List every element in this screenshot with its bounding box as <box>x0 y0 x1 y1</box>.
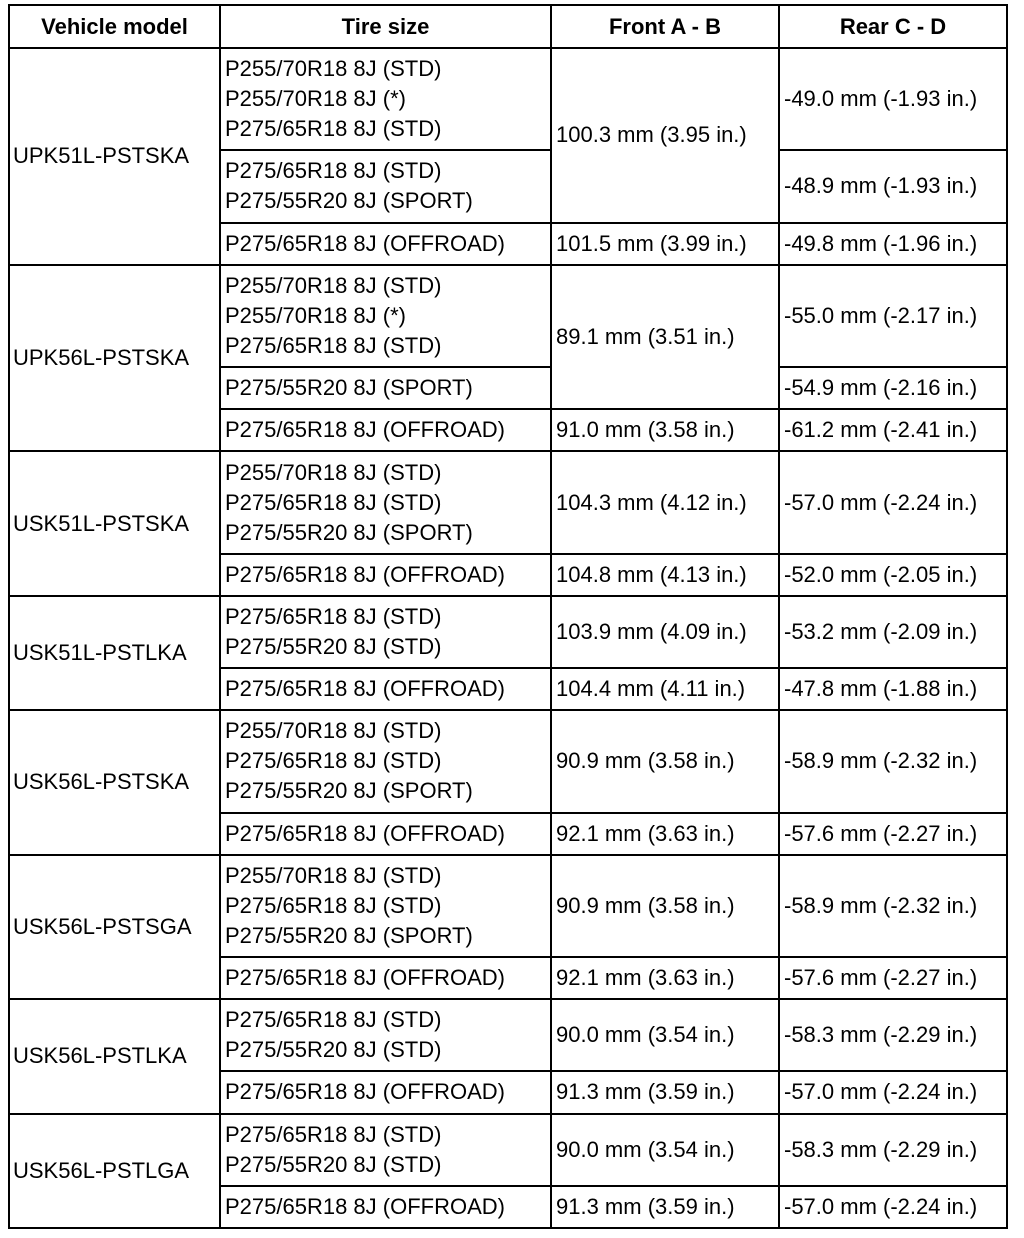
vehicle-model-cell: USK51L-PSTSKA <box>9 451 220 595</box>
vehicle-model-cell: UPK56L-PSTSKA <box>9 265 220 452</box>
tire-size-line: P255/70R18 8J (*) <box>225 86 406 112</box>
rear-value-cell: -58.9 mm (-2.32 in.) <box>779 855 1007 957</box>
tire-size-line: P275/65R18 8J (STD) <box>225 1121 442 1147</box>
tire-size-line: P275/65R18 8J (STD) <box>225 892 442 918</box>
front-value-cell: 92.1 mm (3.63 in.) <box>551 957 779 999</box>
table-row <box>9 596 1007 668</box>
front-value-cell: 100.3 mm (3.95 in.) <box>551 48 779 223</box>
front-value-cell: 103.9 mm (4.09 in.) <box>551 596 779 668</box>
vehicle-model-cell: USK56L-PSTLGA <box>9 1114 220 1228</box>
tire-size-cell <box>220 855 551 957</box>
front-value-cell: 104.4 mm (4.11 in.) <box>551 668 779 710</box>
table-row <box>9 48 1007 150</box>
front-value-cell: 91.3 mm (3.59 in.) <box>551 1071 779 1113</box>
front-value-cell: 89.1 mm (3.51 in.) <box>551 265 779 409</box>
tire-size-line: P275/55R20 8J (SPORT) <box>225 375 473 401</box>
tire-size-line: P275/55R20 8J (SPORT) <box>225 188 473 214</box>
front-value-cell: 101.5 mm (3.99 in.) <box>551 223 779 265</box>
tire-size-line: P275/65R18 8J (STD) <box>225 1007 442 1033</box>
tire-size-line: P275/65R18 8J (STD) <box>225 332 442 358</box>
tire-size-cell <box>220 668 551 710</box>
tire-size-line: P275/65R18 8J (OFFROAD) <box>225 417 505 443</box>
rear-value-cell: -57.0 mm (-2.24 in.) <box>779 1071 1007 1113</box>
header-vehicle-model: Vehicle model <box>9 5 220 48</box>
spec-table <box>8 4 1008 1229</box>
rear-value-cell: -57.6 mm (-2.27 in.) <box>779 957 1007 999</box>
tire-size-cell <box>220 999 551 1071</box>
table-row <box>9 710 1007 812</box>
rear-value-cell: -52.0 mm (-2.05 in.) <box>779 554 1007 596</box>
tire-size-cell <box>220 367 551 409</box>
rear-value-cell: -57.0 mm (-2.24 in.) <box>779 451 1007 553</box>
tire-size-line: P255/70R18 8J (STD) <box>225 718 442 744</box>
front-value-cell: 91.3 mm (3.59 in.) <box>551 1186 779 1228</box>
tire-size-cell <box>220 409 551 451</box>
tire-size-line: P275/65R18 8J (OFFROAD) <box>225 230 505 256</box>
tire-size-line: P275/65R18 8J (OFFROAD) <box>225 965 505 991</box>
tire-size-line: P255/70R18 8J (STD) <box>225 56 442 82</box>
rear-value-cell: -49.0 mm (-1.93 in.) <box>779 48 1007 150</box>
vehicle-model-cell: UPK51L-PSTSKA <box>9 48 220 265</box>
table-row <box>9 999 1007 1071</box>
spec-body <box>9 48 1007 1228</box>
header-front: Front A - B <box>551 5 779 48</box>
vehicle-model-cell: USK56L-PSTSGA <box>9 855 220 999</box>
vehicle-model-cell: USK51L-PSTLKA <box>9 596 220 710</box>
tire-size-cell <box>220 813 551 855</box>
rear-value-cell: -49.8 mm (-1.96 in.) <box>779 223 1007 265</box>
tire-size-cell <box>220 265 551 367</box>
rear-value-cell: -48.9 mm (-1.93 in.) <box>779 150 1007 222</box>
tire-size-line: P255/70R18 8J (*) <box>225 302 406 328</box>
table-row <box>9 1114 1007 1186</box>
front-value-cell: 91.0 mm (3.58 in.) <box>551 409 779 451</box>
tire-size-line: P275/55R20 8J (STD) <box>225 1151 442 1177</box>
tire-size-cell <box>220 554 551 596</box>
rear-value-cell: -57.0 mm (-2.24 in.) <box>779 1186 1007 1228</box>
tire-size-cell <box>220 150 551 222</box>
front-value-cell: 90.0 mm (3.54 in.) <box>551 999 779 1071</box>
front-value-cell: 104.3 mm (4.12 in.) <box>551 451 779 553</box>
vehicle-model-cell: USK56L-PSTLKA <box>9 999 220 1113</box>
tire-size-line: P275/55R20 8J (SPORT) <box>225 519 473 545</box>
rear-value-cell: -57.6 mm (-2.27 in.) <box>779 813 1007 855</box>
header-tire-size: Tire size <box>220 5 551 48</box>
tire-size-cell <box>220 48 551 150</box>
tire-size-line: P275/55R20 8J (STD) <box>225 1037 442 1063</box>
tire-size-line: P275/55R20 8J (STD) <box>225 633 442 659</box>
front-value-cell: 90.9 mm (3.58 in.) <box>551 710 779 812</box>
rear-value-cell: -54.9 mm (-2.16 in.) <box>779 367 1007 409</box>
rear-value-cell: -58.3 mm (-2.29 in.) <box>779 1114 1007 1186</box>
tire-size-cell <box>220 596 551 668</box>
tire-size-line: P275/65R18 8J (STD) <box>225 116 442 142</box>
tire-size-line: P275/65R18 8J (STD) <box>225 158 442 184</box>
tire-size-line: P255/70R18 8J (STD) <box>225 272 442 298</box>
header-rear: Rear C - D <box>779 5 1007 48</box>
tire-size-line: P275/55R20 8J (SPORT) <box>225 778 473 804</box>
tire-size-cell <box>220 223 551 265</box>
tire-size-cell <box>220 1186 551 1228</box>
tire-size-cell <box>220 957 551 999</box>
front-value-cell: 92.1 mm (3.63 in.) <box>551 813 779 855</box>
table-row <box>9 265 1007 367</box>
table-row <box>9 855 1007 957</box>
tire-size-line: P275/55R20 8J (SPORT) <box>225 922 473 948</box>
tire-size-line: P275/65R18 8J (OFFROAD) <box>225 1193 505 1219</box>
tire-size-cell <box>220 1114 551 1186</box>
tire-size-line: P275/65R18 8J (STD) <box>225 603 442 629</box>
rear-value-cell: -47.8 mm (-1.88 in.) <box>779 668 1007 710</box>
header-row <box>9 5 1007 48</box>
tire-size-line: P275/65R18 8J (OFFROAD) <box>225 676 505 702</box>
tire-size-line: P275/65R18 8J (OFFROAD) <box>225 561 505 587</box>
tire-size-line: P255/70R18 8J (STD) <box>225 459 442 485</box>
tire-size-line: P275/65R18 8J (OFFROAD) <box>225 820 505 846</box>
tire-size-line: P275/65R18 8J (STD) <box>225 748 442 774</box>
rear-value-cell: -53.2 mm (-2.09 in.) <box>779 596 1007 668</box>
front-value-cell: 90.0 mm (3.54 in.) <box>551 1114 779 1186</box>
rear-value-cell: -61.2 mm (-2.41 in.) <box>779 409 1007 451</box>
tire-size-line: P255/70R18 8J (STD) <box>225 862 442 888</box>
tire-size-cell <box>220 451 551 553</box>
rear-value-cell: -58.9 mm (-2.32 in.) <box>779 710 1007 812</box>
rear-value-cell: -55.0 mm (-2.17 in.) <box>779 265 1007 367</box>
tire-size-line: P275/65R18 8J (OFFROAD) <box>225 1079 505 1105</box>
front-value-cell: 90.9 mm (3.58 in.) <box>551 855 779 957</box>
rear-value-cell: -58.3 mm (-2.29 in.) <box>779 999 1007 1071</box>
tire-size-cell <box>220 1071 551 1113</box>
tire-size-cell <box>220 710 551 812</box>
vehicle-model-cell: USK56L-PSTSKA <box>9 710 220 854</box>
front-value-cell: 104.8 mm (4.13 in.) <box>551 554 779 596</box>
tire-size-line: P275/65R18 8J (STD) <box>225 489 442 515</box>
table-row <box>9 451 1007 553</box>
